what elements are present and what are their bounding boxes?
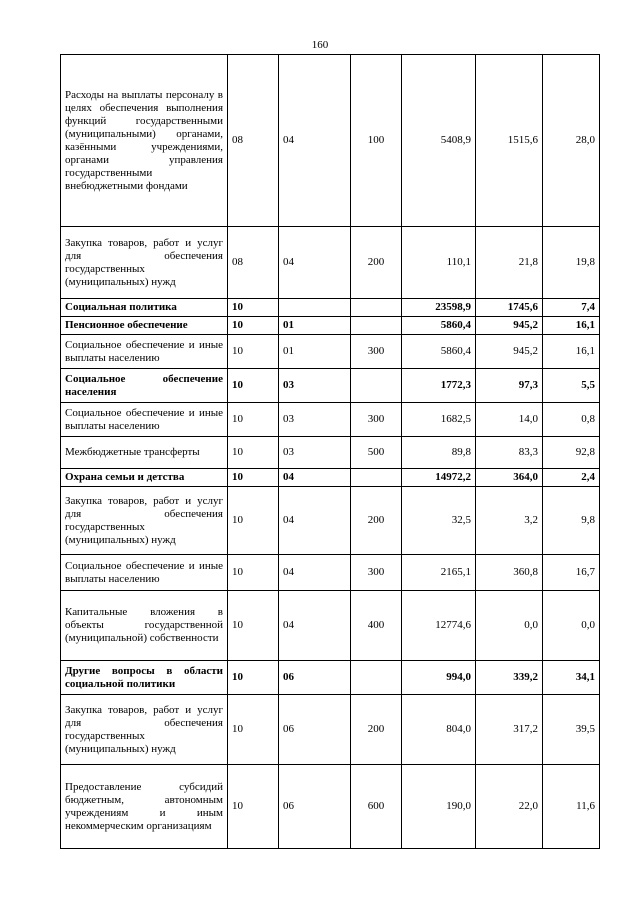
row-plan-amount: 5408,9 [402,55,476,227]
row-actual-amount: 364,0 [476,469,543,487]
row-name: Расходы на выплаты персоналу в целях обеспечения выполнения функций государственными (муниципальными) органами, казёнными учреждениями, органами управления государственными внебюджетными фондами [61,55,228,227]
row-actual-amount: 3,2 [476,487,543,555]
row-section-code: 10 [228,317,279,335]
row-subsection-code: 04 [279,227,351,299]
row-plan-amount: 804,0 [402,695,476,765]
row-name: Закупка товаров, работ и услуг для обеспечения государственных (муниципальных) нужд [61,227,228,299]
row-execution-percent: 28,0 [543,55,600,227]
row-name: Социальная политика [61,299,228,317]
row-actual-amount: 1515,6 [476,55,543,227]
row-subsection-code: 03 [279,437,351,469]
table-row [61,403,600,437]
row-name: Другие вопросы в области социальной политики [61,661,228,695]
row-expense-type: 400 [351,591,402,661]
row-actual-amount: 22,0 [476,765,543,849]
row-plan-amount: 5860,4 [402,335,476,369]
row-section-code: 10 [228,335,279,369]
row-section-code: 08 [228,55,279,227]
row-plan-amount: 14972,2 [402,469,476,487]
row-execution-percent: 2,4 [543,469,600,487]
row-actual-amount: 14,0 [476,403,543,437]
row-name: Социальное обеспечение и иные выплаты населению [61,555,228,591]
row-expense-type: 200 [351,487,402,555]
table-row [61,555,600,591]
row-name: Социальное обеспечение и иные выплаты населению [61,335,228,369]
row-subsection-code: 04 [279,555,351,591]
row-expense-type [351,661,402,695]
row-execution-percent: 34,1 [543,661,600,695]
row-actual-amount: 945,2 [476,335,543,369]
row-actual-amount: 945,2 [476,317,543,335]
row-name: Пенсионное обеспечение [61,317,228,335]
row-execution-percent: 9,8 [543,487,600,555]
row-actual-amount: 83,3 [476,437,543,469]
row-name: Социальное обеспечение и иные выплаты населению [61,403,228,437]
row-subsection-code: 04 [279,591,351,661]
row-execution-percent: 16,1 [543,335,600,369]
row-execution-percent: 0,0 [543,591,600,661]
row-section-code: 10 [228,403,279,437]
row-subsection-code: 03 [279,403,351,437]
table-row [61,765,600,849]
row-expense-type: 300 [351,335,402,369]
row-section-code: 10 [228,591,279,661]
row-section-code: 10 [228,299,279,317]
row-name: Закупка товаров, работ и услуг для обеспечения государственных (муниципальных) нужд [61,487,228,555]
row-plan-amount: 1772,3 [402,369,476,403]
table-row [61,369,600,403]
row-expense-type: 200 [351,227,402,299]
row-subsection-code: 03 [279,369,351,403]
row-execution-percent: 5,5 [543,369,600,403]
table-row [61,487,600,555]
table-row [61,335,600,369]
row-name: Охрана семьи и детства [61,469,228,487]
row-subsection-code: 01 [279,335,351,369]
row-execution-percent: 7,4 [543,299,600,317]
table-row [61,227,600,299]
row-expense-type: 300 [351,555,402,591]
table-row [61,469,600,487]
row-actual-amount: 21,8 [476,227,543,299]
row-expense-type [351,469,402,487]
row-name: Социальное обеспечение населения [61,369,228,403]
row-name: Закупка товаров, работ и услуг для обеспечения государственных (муниципальных) нужд [61,695,228,765]
row-name: Межбюджетные трансферты [61,437,228,469]
row-section-code: 10 [228,437,279,469]
row-plan-amount: 12774,6 [402,591,476,661]
row-expense-type: 500 [351,437,402,469]
table-row [61,437,600,469]
row-expense-type: 100 [351,55,402,227]
row-expense-type [351,317,402,335]
row-subsection-code: 06 [279,661,351,695]
row-actual-amount: 317,2 [476,695,543,765]
row-actual-amount: 339,2 [476,661,543,695]
row-section-code: 10 [228,487,279,555]
row-section-code: 10 [228,555,279,591]
row-name: Предоставление субсидий бюджетным, автономным учреждениям и иным некоммерческим организациям [61,765,228,849]
row-plan-amount: 23598,9 [402,299,476,317]
row-execution-percent: 16,1 [543,317,600,335]
row-execution-percent: 16,7 [543,555,600,591]
page-number: 160 [311,39,329,51]
row-execution-percent: 0,8 [543,403,600,437]
row-section-code: 10 [228,469,279,487]
row-subsection-code: 06 [279,695,351,765]
row-actual-amount: 360,8 [476,555,543,591]
row-plan-amount: 2165,1 [402,555,476,591]
table-row [61,591,600,661]
row-plan-amount: 32,5 [402,487,476,555]
row-subsection-code: 01 [279,317,351,335]
row-execution-percent: 92,8 [543,437,600,469]
row-execution-percent: 39,5 [543,695,600,765]
row-plan-amount: 89,8 [402,437,476,469]
row-plan-amount: 5860,4 [402,317,476,335]
table-row [61,661,600,695]
row-plan-amount: 110,1 [402,227,476,299]
row-subsection-code: 04 [279,469,351,487]
row-expense-type [351,369,402,403]
row-execution-percent: 11,6 [543,765,600,849]
row-expense-type: 200 [351,695,402,765]
row-actual-amount: 0,0 [476,591,543,661]
table-row [61,55,600,227]
row-plan-amount: 190,0 [402,765,476,849]
row-section-code: 10 [228,695,279,765]
row-expense-type: 600 [351,765,402,849]
row-plan-amount: 1682,5 [402,403,476,437]
row-execution-percent: 19,8 [543,227,600,299]
table-row [61,317,600,335]
row-section-code: 10 [228,765,279,849]
row-subsection-code: 06 [279,765,351,849]
table-row [61,299,600,317]
row-actual-amount: 1745,6 [476,299,543,317]
row-section-code: 08 [228,227,279,299]
budget-table [60,54,600,849]
row-plan-amount: 994,0 [402,661,476,695]
table-row [61,695,600,765]
row-subsection-code: 04 [279,487,351,555]
row-name: Капитальные вложения в объекты государственной (муниципальной) собственности [61,591,228,661]
row-expense-type [351,299,402,317]
row-section-code: 10 [228,369,279,403]
budget-table-body [61,55,600,849]
row-subsection-code: 04 [279,55,351,227]
row-section-code: 10 [228,661,279,695]
row-expense-type: 300 [351,403,402,437]
row-actual-amount: 97,3 [476,369,543,403]
row-subsection-code [279,299,351,317]
